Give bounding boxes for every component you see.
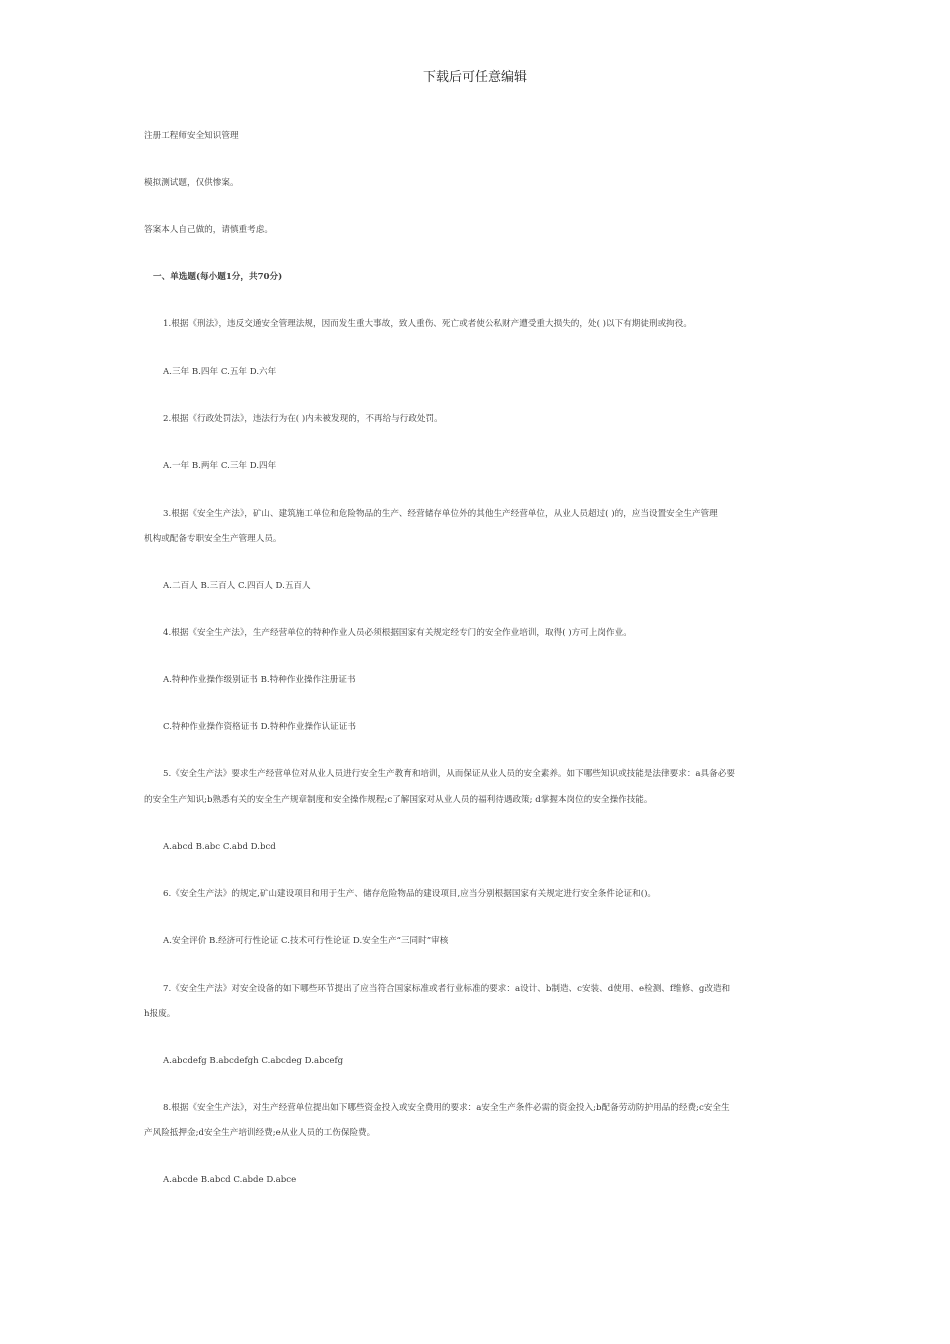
question-1-options: A.三年 B.四年 C.五年 D.六年 (163, 367, 277, 377)
question-2-options: A.一年 B.两年 C.三年 D.四年 (163, 461, 277, 471)
question-7-text: h报废。 (144, 1009, 176, 1019)
question-4-text: 4.根据《安全生产法》，生产经营单位的特种作业人员必须根据国家有关规定经专门的安全作业培训，取得( )方可上岗作业。 (163, 628, 632, 638)
question-3-text: 机构或配备专职安全生产管理人员。 (144, 534, 282, 544)
question-4-options: C.特种作业操作资格证书 D.特种作业操作认证证书 (163, 722, 356, 732)
question-2-text: 2.根据《行政处罚法》，违法行为在( )内未被发现的，不再给与行政处罚。 (163, 414, 443, 424)
intro-line: 模拟测试题，仅供惨案。 (144, 178, 239, 188)
question-5-text: 的安全生产知识;b熟悉有关的安全生产规章制度和安全操作规程;c了解国家对从业人员的福利待遇政策; d掌握本岗位的安全操作技能。 (144, 795, 653, 805)
section-title: 一、单选题(每小题1分，共70分) (153, 272, 283, 282)
question-3-options: A.二百人 B.三百人 C.四百人 D.五百人 (163, 581, 311, 591)
question-6-text: 6.《安全生产法》的规定,矿山建设项目和用于生产、储存危险物品的建设项目,应当分别根据国家有关规定进行安全条件论证和()。 (163, 889, 657, 899)
intro-line: 答案本人自己做的，请慎重考虑。 (144, 225, 273, 235)
question-3-text: 3.根据《安全生产法》，矿山、建筑施工单位和危险物品的生产、经营储存单位外的其他生产经营单位，从业人员超过( )的，应当设置安全生产管理 (163, 509, 718, 519)
question-7-text: 7.《安全生产法》对安全设备的如下哪些环节提出了应当符合国家标准或者行业标准的要求：a设计、b制造、c安装、d使用、e检测、f维修、g改造和 (163, 984, 731, 994)
question-8-options: A.abcde B.abcd C.abde D.abce (163, 1175, 297, 1185)
question-4-options: A.特种作业操作级别证书 B.特种作业操作注册证书 (163, 675, 356, 685)
question-1-text: 1.根据《刑法》，违反交通安全管理法规，因而发生重大事故，致人重伤、死亡或者使公私财产遭受重大损失的，处( )以下有期徒刑或拘役。 (163, 319, 692, 329)
question-6-options: A.安全评价 B.经济可行性论证 C.技术可行性论证 D.安全生产“三同时”审核 (163, 936, 449, 946)
question-5-options: A.abcd B.abc C.abd D.bcd (163, 842, 276, 852)
question-8-text: 8.根据《安全生产法》，对生产经营单位提出如下哪些资金投入或安全费用的要求：a安全生产条件必需的资金投入;b配备劳动防护用品的经费;c安全生 (163, 1103, 730, 1113)
question-8-text: 产风险抵押金;d安全生产培训经费;e从业人员的工伤保险费。 (144, 1128, 376, 1138)
page-header: 下载后可任意编辑 (422, 70, 527, 85)
question-5-text: 5.《安全生产法》要求生产经营单位对从业人员进行安全生产教育和培训，从而保证从业人员的安全素养。如下哪些知识或技能是法律要求：a具备必要 (163, 769, 735, 779)
question-7-options: A.abcdefg B.abcdefgh C.abcdeg D.abcefg (163, 1056, 344, 1066)
intro-line: 注册工程师安全知识管理 (144, 131, 239, 141)
